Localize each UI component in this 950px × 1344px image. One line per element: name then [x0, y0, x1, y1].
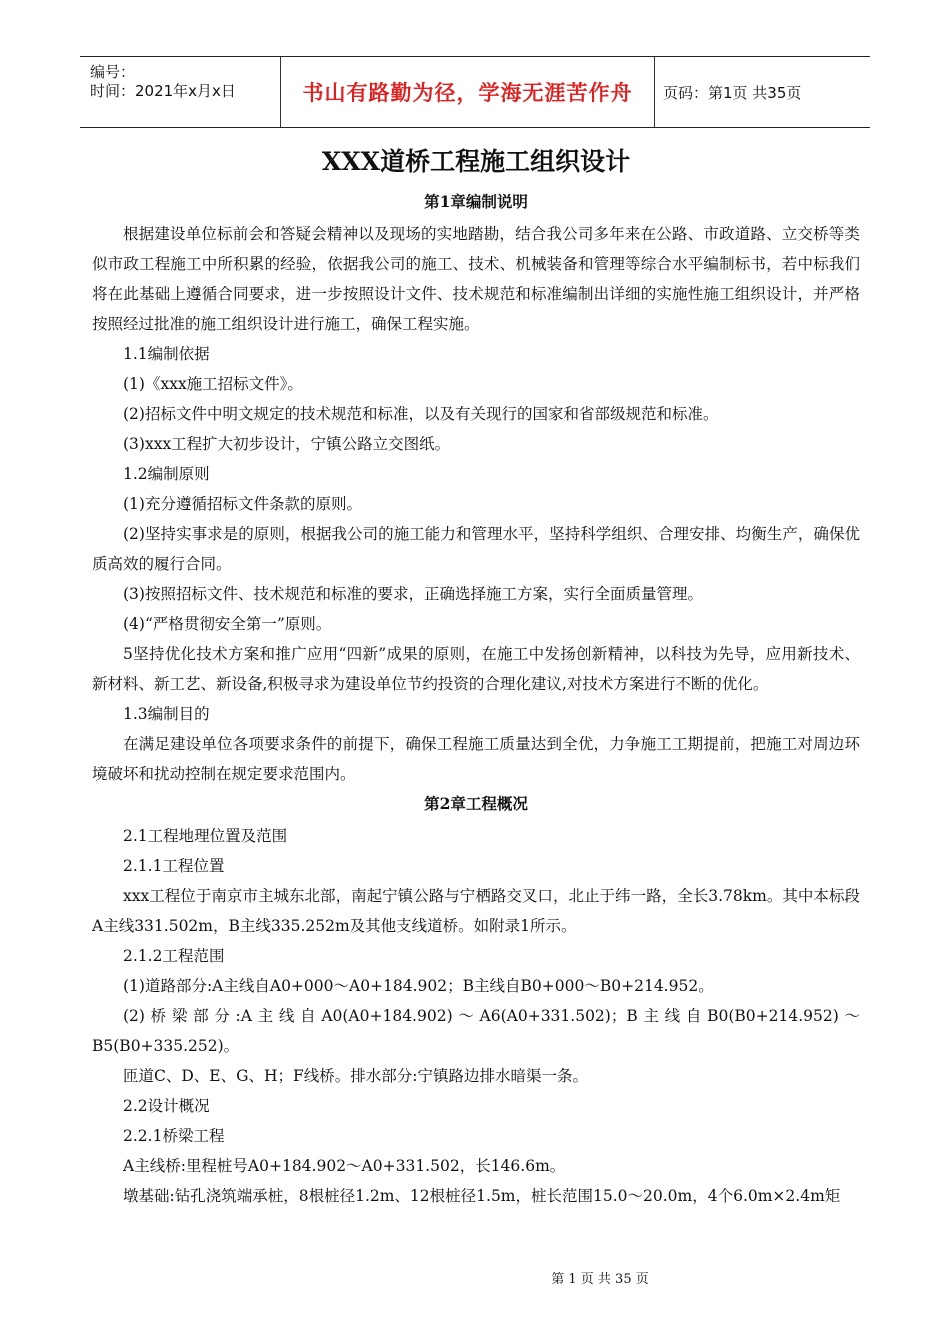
section-heading: 1.3编制目的 [123, 705, 210, 723]
time-label: 时间：2021年x月x日 [90, 82, 236, 100]
paragraph: 墩基础:钻孔浇筑端承桩，8根桩径1.2m、12根桩径1.5m，桩长范围15.0～20.0m，4个6.0m×2.4m矩 [123, 1187, 841, 1205]
section-heading: 2.1工程地理位置及范围 [123, 827, 288, 845]
header-motto-cell [280, 57, 655, 127]
page-footer [0, 1268, 950, 1287]
header-left-cell [80, 57, 280, 127]
paragraph: (3)xxx工程扩大初步设计，宁镇公路立交图纸。 [123, 435, 451, 453]
section-heading: 1.2编制原则 [123, 465, 210, 483]
paragraph: (2)桥梁部分:A主线自A0(A0+184.902)～A6(A0+331.502)；B主线自B0(B0+214.952)～B5(B0+335.252)。 [92, 1007, 860, 1055]
paragraph: 匝道C、D、E、G、H；F线桥。排水部分:宁镇路边排水暗渠一条。 [123, 1067, 588, 1085]
paragraph: (2)坚持实事求是的原则，根据我公司的施工能力和管理水平，坚持科学组织、合理安排、均衡生产，确保优质高效的履行合同。 [92, 525, 860, 573]
chapter-2-heading: 第2章工程概况 [424, 794, 528, 813]
paragraph: (1)《xxx施工招标文件》。 [123, 375, 303, 393]
header-table [80, 56, 870, 128]
document-body [92, 145, 860, 1211]
paragraph: (1)充分遵循招标文件条款的原则。 [123, 495, 362, 513]
footer-page-number: 第 1 页 共 35 页 [551, 1272, 649, 1287]
chapter-1-heading: 第1章编制说明 [424, 192, 528, 211]
number-label: 编号： [90, 63, 136, 81]
subsection-heading: 2.2.1桥梁工程 [123, 1127, 225, 1145]
subsection-heading: 2.1.1工程位置 [123, 857, 225, 875]
section-heading: 2.2设计概况 [123, 1097, 210, 1115]
header-motto: 书山有路勤为径，学海无涯苦作舟 [302, 81, 633, 105]
paragraph: 5坚持优化技术方案和推广应用“四新”成果的原则，在施工中发扬创新精神，以科技为先导，应用新技术、新材料、新工艺、新设备,积极寻求为建设单位节约投资的合理化建议,对技术方案进行不断的优化。 [92, 645, 860, 693]
subsection-heading: 2.1.2工程范围 [123, 947, 225, 965]
paragraph: (4)“严格贯彻安全第一”原则。 [123, 615, 332, 633]
section-heading: 1.1编制依据 [123, 345, 210, 363]
paragraph: (1)道路部分:A主线自A0+000～A0+184.902；B主线自B0+000～B0+214.952。 [123, 977, 714, 995]
header-page-cell [655, 57, 870, 127]
document-title: XXX道桥工程施工组织设计 [321, 147, 631, 176]
paragraph: (3)按照招标文件、技术规范和标准的要求，正确选择施工方案，实行全面质量管理。 [123, 585, 703, 603]
paragraph: A主线桥:里程桩号A0+184.902～A0+331.502，长146.6m。 [123, 1157, 566, 1175]
paragraph: 在满足建设单位各项要求条件的前提下，确保工程施工质量达到全优，力争施工工期提前，把施工对周边环境破坏和扰动控制在规定要求范围内。 [92, 735, 860, 783]
paragraph: (2)招标文件中明文规定的技术规范和标准，以及有关现行的国家和省部级规范和标准。 [123, 405, 719, 423]
paragraph: 根据建设单位标前会和答疑会精神以及现场的实地踏勘，结合我公司多年来在公路、市政道路、立交桥等类似市政工程施工中所积累的经验，依据我公司的施工、技术、机械装备和管理等综合水平编制标书，若中标我们将在此基础上遵循合同要求，进一步按照设计文件、技术规范和标准编制出详细的实施性施工组织设计，并严格按照经过批准的施工组织设计进行施工，确保工程实施。 [92, 225, 860, 333]
paragraph: xxx工程位于南京市主城东北部，南起宁镇公路与宁栖路交叉口，北止于纬一路，全长3.78km。其中本标段A主线331.502m，B主线335.252m及其他支线道桥。如附录1所示。 [92, 887, 860, 935]
header-page-info: 页码：第1页 共35页 [663, 83, 802, 102]
